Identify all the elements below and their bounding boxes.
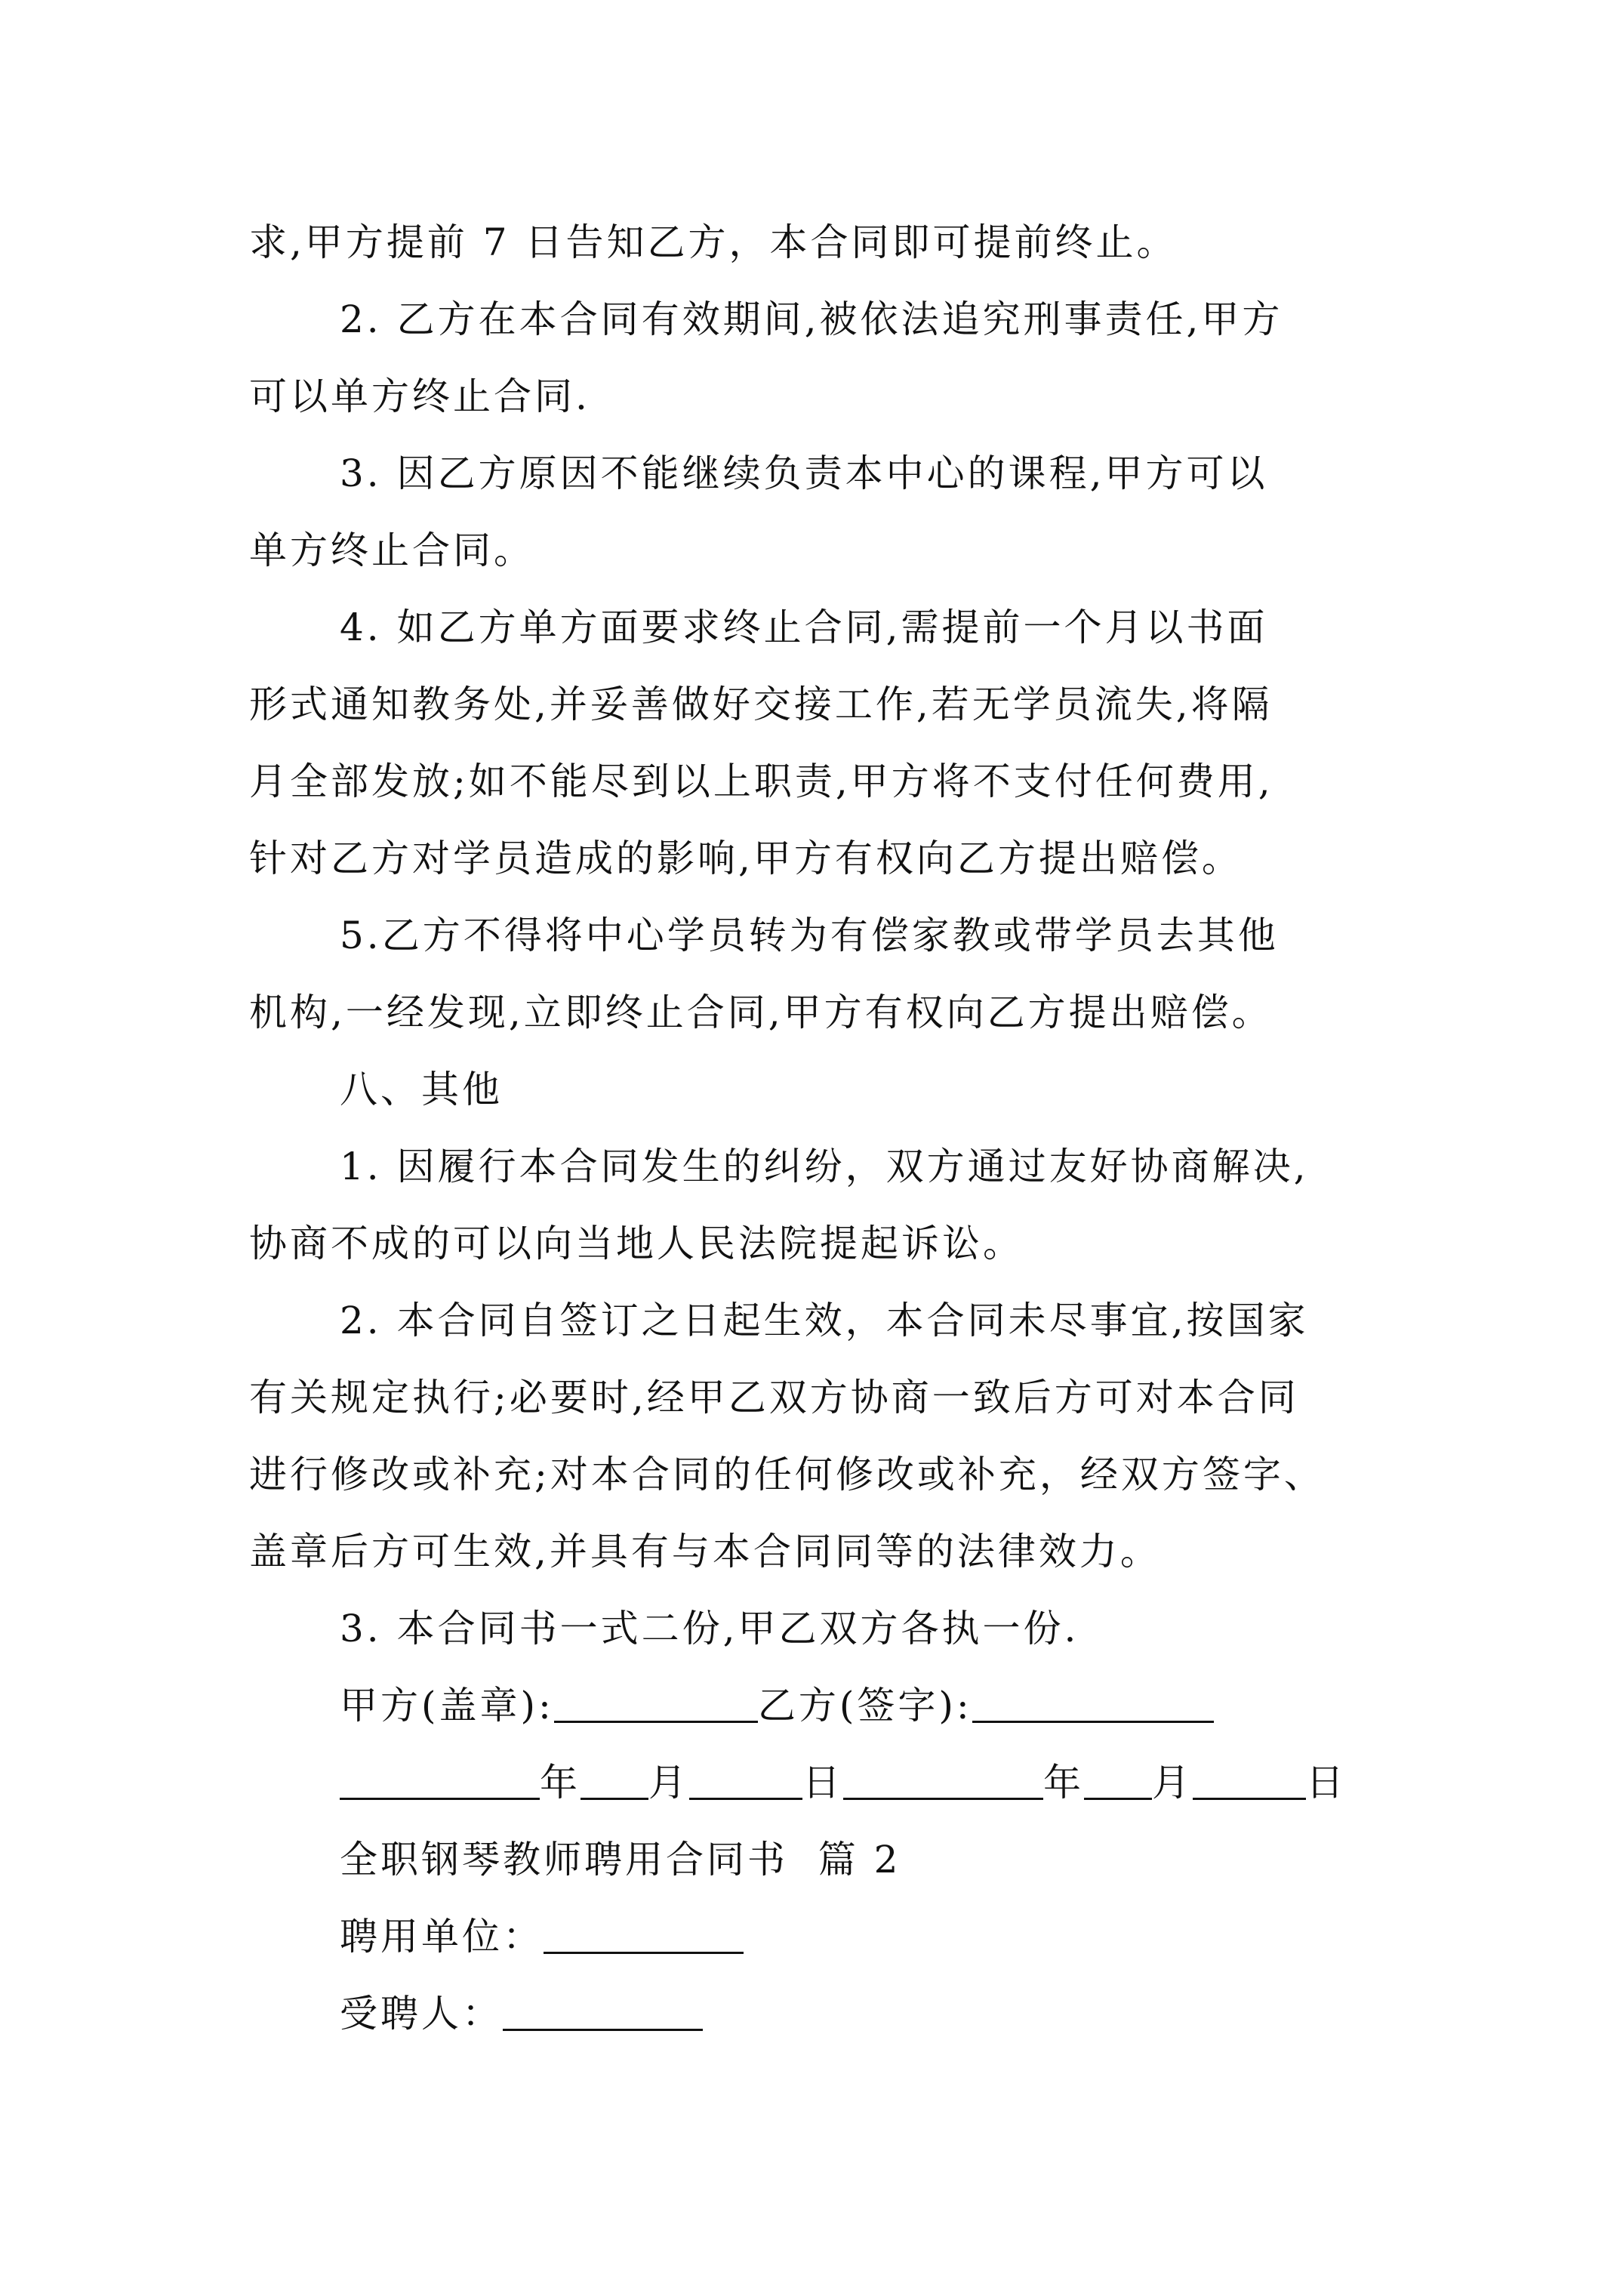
paragraph-line: 1. 因履行本合同发生的纠纷，双方通过友好协商解决, xyxy=(340,1145,1309,1188)
party-b-day-blank xyxy=(1193,1754,1306,1800)
paragraph-line: 单方终止合同。 xyxy=(249,529,534,572)
paragraph-line: 八、其他 xyxy=(340,1068,503,1111)
employee-row xyxy=(249,1975,1389,2052)
employee-blank xyxy=(503,1985,703,2031)
paragraph-line: 可以单方终止合同. xyxy=(249,374,590,418)
party-b-month-label: 月 xyxy=(1152,1761,1193,1804)
signature-row xyxy=(249,1667,1389,1744)
document-body xyxy=(249,204,1389,2052)
party-a-year-label: 年 xyxy=(540,1761,581,1804)
paragraph-line: 形式通知教务处,并妥善做好交接工作,若无学员流失,将隔 xyxy=(249,683,1273,726)
employer-label: 聘用单位： xyxy=(340,1915,544,1959)
party-a-year-blank xyxy=(340,1754,540,1800)
party-b-signature-blank xyxy=(972,1677,1214,1723)
party-a-month-label: 月 xyxy=(648,1761,689,1804)
party-a-month-blank xyxy=(581,1754,648,1800)
party-a-seal-blank xyxy=(554,1677,758,1723)
paragraph-line: 3. 本合同书一式二份,甲乙双方各执一份. xyxy=(340,1607,1079,1650)
paragraph-line: 进行修改或补充;对本合同的任何修改或补充，经双方签字、 xyxy=(249,1453,1325,1496)
employee-label: 受聘人： xyxy=(340,1992,503,2036)
paragraph-line: 2. 本合同自签订之日起生效，本合同未尽事宜,按国家 xyxy=(340,1299,1309,1342)
paragraph-line: 针对乙方对学员造成的影响,甲方有权向乙方提出赔偿。 xyxy=(249,837,1243,880)
paragraph-line: 3. 因乙方原因不能继续负责本中心的课程,甲方可以 xyxy=(340,451,1268,495)
party-b-year-blank xyxy=(843,1754,1043,1800)
paragraph-line: 2. 乙方在本合同有效期间,被依法追究刑事责任,甲方 xyxy=(340,297,1283,341)
party-b-year-label: 年 xyxy=(1043,1761,1084,1804)
employer-row xyxy=(249,1898,1389,1975)
paragraph-line: 求,甲方提前 7 日告知乙方，本合同即可提前终止。 xyxy=(249,220,1178,264)
section-title: 全职钢琴教师聘用合同书 篇 2 xyxy=(340,1838,901,1881)
party-a-seal-label: 甲方(盖章): xyxy=(340,1684,554,1727)
party-b-month-blank xyxy=(1084,1754,1152,1800)
paragraph-line: 机构,一经发现,立即终止合同,甲方有权向乙方提出赔偿。 xyxy=(249,991,1273,1034)
date-row xyxy=(249,1744,1389,1821)
paragraph-line: 协商不成的可以向当地人民法院提起诉讼。 xyxy=(249,1222,1024,1265)
party-a-day-blank xyxy=(689,1754,802,1800)
paragraph-line: 4. 如乙方单方面要求终止合同,需提前一个月以书面 xyxy=(340,606,1268,649)
paragraph-line: 5.乙方不得将中心学员转为有偿家教或带学员去其他 xyxy=(340,914,1279,957)
paragraph-line: 月全部发放;如不能尽到以上职责,甲方将不支付任何费用, xyxy=(249,760,1273,803)
clause-list xyxy=(249,204,1389,1667)
party-b-signature-label: 乙方(签字): xyxy=(757,1684,972,1727)
party-b-day-label: 日 xyxy=(1306,1761,1347,1804)
employer-blank xyxy=(544,1908,744,1954)
paragraph-line: 盖章后方可生效,并具有与本合同同等的法律效力。 xyxy=(249,1530,1161,1573)
paragraph-line: 有关规定执行;必要时,经甲乙双方协商一致后方可对本合同 xyxy=(249,1376,1299,1419)
party-a-day-label: 日 xyxy=(802,1761,843,1804)
